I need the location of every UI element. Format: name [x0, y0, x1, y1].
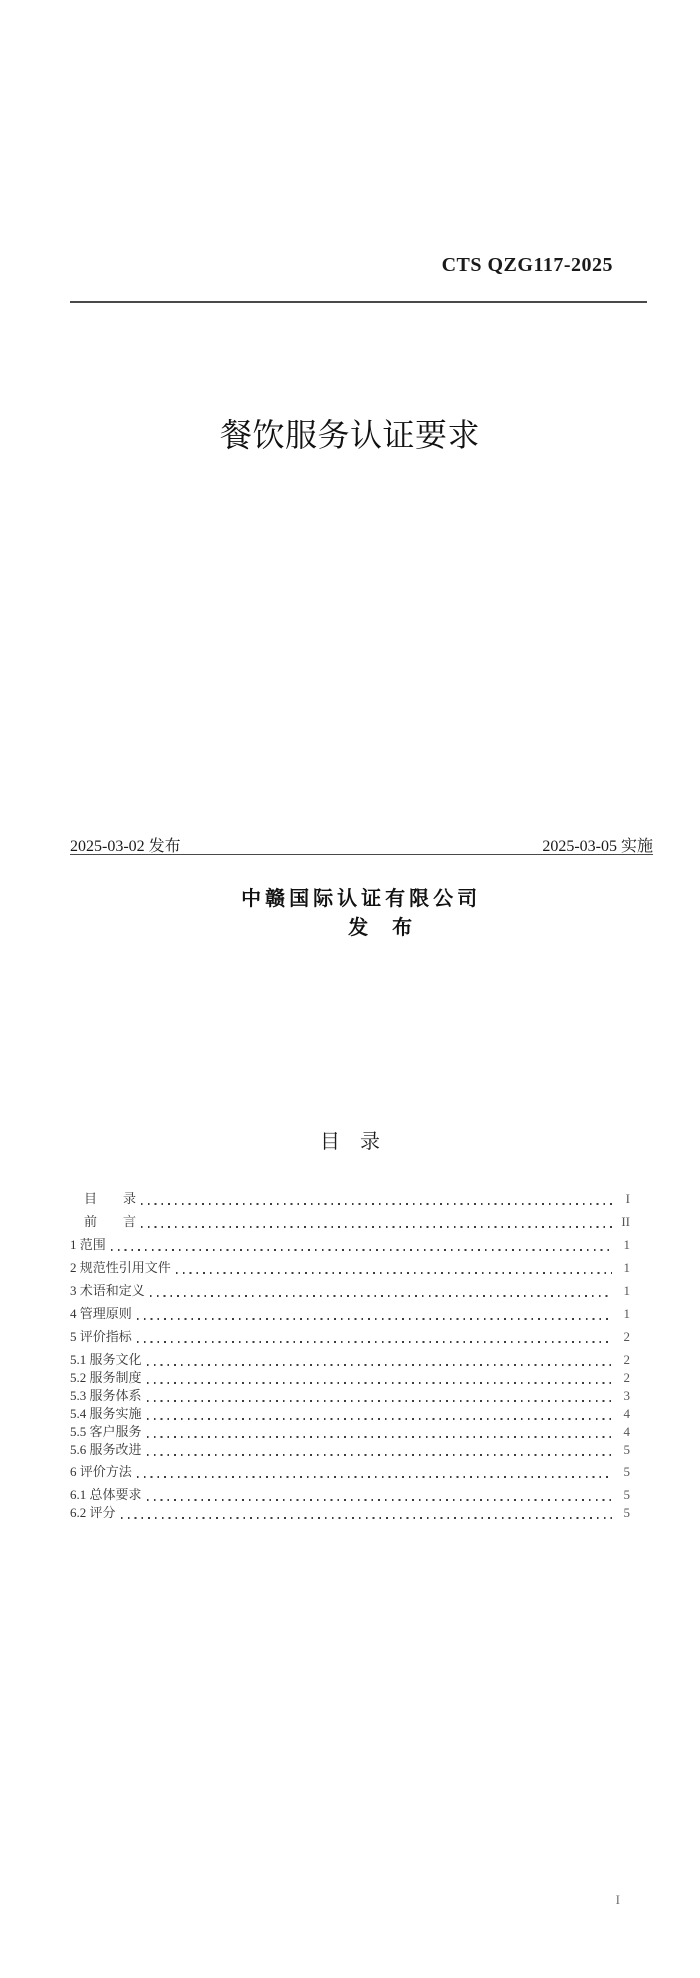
- publisher-name: 中赣国际认证有限公司: [241, 888, 482, 910]
- toc-entry-page: 3: [623, 1388, 630, 1403]
- dates-rule: [70, 854, 653, 855]
- header-rule: [70, 301, 647, 303]
- toc-entry-page: 1: [623, 1283, 630, 1298]
- toc-entry-page: I: [625, 1191, 630, 1206]
- toc-entry-label: 5.1 服务文化: [70, 1352, 142, 1367]
- publisher-row: [0, 859, 700, 963]
- toc-entry-label: 目 录: [84, 1191, 137, 1206]
- footer-page-number: I: [615, 1892, 620, 1907]
- toc-entry-label: 5.2 服务制度: [70, 1370, 142, 1385]
- toc-entry-page: 5: [623, 1505, 630, 1520]
- toc-entry-page: 2: [623, 1329, 630, 1344]
- toc-entry[interactable]: [70, 1369, 630, 1387]
- release-label: 发 布: [348, 917, 415, 939]
- toc-entry-page: 4: [623, 1424, 630, 1439]
- toc-entry[interactable]: [70, 1305, 630, 1323]
- toc-entry-label: 6 评价方法: [70, 1464, 132, 1479]
- toc-entry-label: 6.2 评分: [70, 1505, 116, 1520]
- toc-entry[interactable]: [70, 1405, 630, 1423]
- toc-entry-page: 5: [623, 1487, 630, 1502]
- toc-dot-leader: [147, 1418, 612, 1420]
- toc-entry-label: 5.5 客户服务: [70, 1424, 142, 1439]
- toc-entry-page: 5: [623, 1442, 630, 1457]
- toc-dot-leader: [137, 1318, 612, 1320]
- toc-entry[interactable]: [70, 1259, 630, 1277]
- toc-dot-leader: [137, 1476, 612, 1478]
- toc-dot-leader: [137, 1341, 612, 1343]
- toc-entry[interactable]: [70, 1351, 630, 1369]
- toc-dot-leader: [147, 1454, 612, 1456]
- toc-entry-page: 2: [623, 1352, 630, 1367]
- toc-entry-label: 1 范围: [70, 1237, 106, 1252]
- toc-entry-page: 4: [623, 1406, 630, 1421]
- toc-entry-label: 5.6 服务改进: [70, 1442, 142, 1457]
- toc-dot-leader: [147, 1382, 612, 1384]
- standard-code: CTS QZG117-2025: [441, 254, 613, 276]
- toc-entry-label: 5 评价指标: [70, 1329, 132, 1344]
- toc-heading: 目 录: [320, 1131, 380, 1153]
- toc-dot-leader: [111, 1249, 612, 1251]
- toc-entry-page: 1: [623, 1237, 630, 1252]
- toc-entry[interactable]: [70, 1236, 630, 1254]
- toc-entry[interactable]: [70, 1387, 630, 1405]
- dates-row: [70, 833, 653, 856]
- publish-date: 2025-03-02 发布: [70, 838, 181, 855]
- toc-entry-page: 1: [623, 1260, 630, 1275]
- toc-entry[interactable]: [70, 1441, 630, 1459]
- toc-entry-label: 3 术语和定义: [70, 1283, 145, 1298]
- toc-entry-page: 1: [623, 1306, 630, 1321]
- toc-entry[interactable]: [70, 1486, 630, 1504]
- toc-dot-leader: [147, 1436, 612, 1438]
- toc-dot-leader: [147, 1364, 612, 1366]
- toc-list: [70, 1190, 630, 1522]
- toc-dot-leader: [141, 1226, 612, 1228]
- toc-entry[interactable]: [70, 1190, 630, 1208]
- toc-entry-label: 4 管理原则: [70, 1306, 132, 1321]
- toc-entry[interactable]: [70, 1282, 630, 1300]
- toc-entry-label: 6.1 总体要求: [70, 1487, 142, 1502]
- toc-dot-leader: [176, 1272, 612, 1274]
- toc-entry[interactable]: [70, 1328, 630, 1346]
- toc-entry[interactable]: [70, 1213, 630, 1231]
- toc-dot-leader: [121, 1517, 612, 1519]
- document-title: 餐饮服务认证要求: [219, 417, 480, 453]
- toc-entry-label: 前 言: [84, 1214, 137, 1229]
- toc-entry-page: II: [621, 1214, 630, 1229]
- toc-dot-leader: [141, 1203, 612, 1205]
- toc-entry[interactable]: [70, 1504, 630, 1522]
- toc-entry-label: 2 规范性引用文件: [70, 1260, 171, 1275]
- toc-entry-label: 5.3 服务体系: [70, 1388, 142, 1403]
- implement-date: 2025-03-05 实施: [542, 838, 653, 855]
- toc-dot-leader: [150, 1295, 612, 1297]
- toc-dot-leader: [147, 1499, 612, 1501]
- toc-entry-page: 5: [623, 1464, 630, 1479]
- toc-entry[interactable]: [70, 1463, 630, 1481]
- toc-entry-label: 5.4 服务实施: [70, 1406, 142, 1421]
- toc-entry[interactable]: [70, 1423, 630, 1441]
- toc-entry-page: 2: [623, 1370, 630, 1385]
- toc-dot-leader: [147, 1400, 612, 1402]
